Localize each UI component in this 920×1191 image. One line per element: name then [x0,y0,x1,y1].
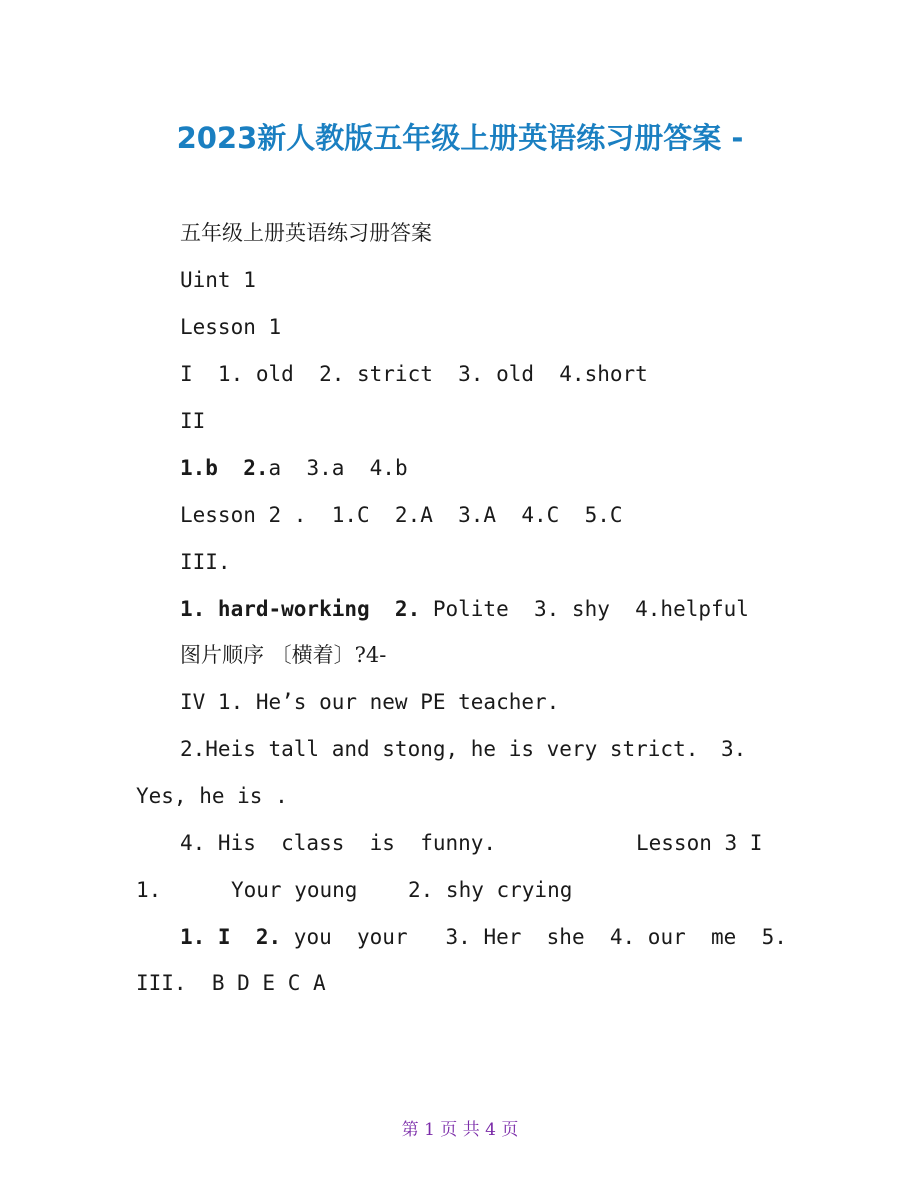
answer-number: 3. [721,737,747,761]
answer-line [180,924,787,950]
document-title: 2023新人教版五年级上册英语练习册答案 - [176,121,744,155]
answer-text: a 3.a 4.b [268,456,408,480]
picture-order-line: 图片顺序 〔横着〕?4- [180,643,387,667]
answer-text: you your 3. Her she 4. our me 5. [281,925,787,949]
answer-line: Yes, he is . [136,784,288,808]
answer-line: 4. His class is funny. [180,831,497,855]
bold-answer: 1. I 2. [180,925,282,949]
answer-line [180,596,749,622]
lesson-answer-line: Lesson 2 . 1.C 2.A 3.A 4.C 5.C [180,503,623,527]
answer-line: 2.Heis tall and stong, he is very strict. [180,737,699,761]
section-numeral: II [180,409,206,433]
answer-line [180,455,408,481]
bold-answer: 1.b 2. [180,456,269,480]
lesson-label: Lesson 3 I [636,831,763,855]
section-numeral: III. [180,550,231,574]
page-footer: 第 1 页 共 4 页 [401,1120,519,1140]
answer-line: III. B D E C A [136,971,326,995]
answer-text: Polite 3. shy 4.helpful [420,597,749,621]
bold-answer: 1. hard-working 2. [180,597,421,621]
lesson-label: Lesson 1 [180,315,282,339]
answer-line: IV 1. He’s our new PE teacher. [180,690,560,714]
answer-text: Your young 2. shy crying [231,878,573,902]
unit-label: Uint 1 [180,268,256,292]
answer-line: I 1. old 2. strict 3. old 4.short [180,362,648,386]
section-heading: 五年级上册英语练习册答案 [180,221,432,245]
answer-number: 1. [136,878,162,902]
